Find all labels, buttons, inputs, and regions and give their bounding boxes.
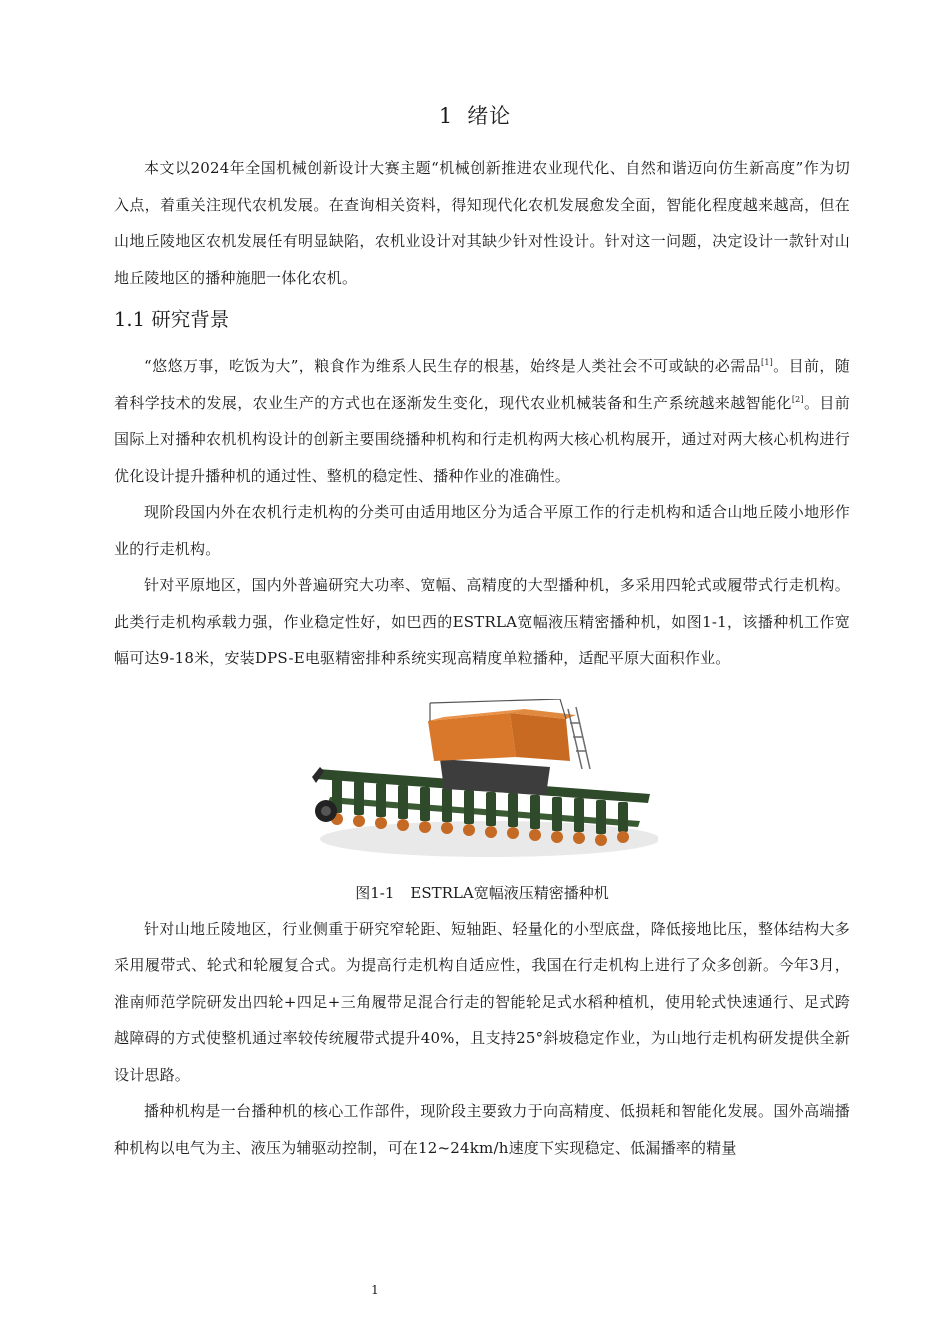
citation-2: [2] [791, 394, 804, 404]
background-paragraph-3: 针对平原地区，国内外普遍研究大功率、宽幅、高精度的大型播种机，多采用四轮式或履带式行走机构。此类行走机构承载力强，作业稳定性好，如巴西的ESTRLA宽幅液压精密播种机，如图1-1，该播种机工作宽幅可达9-18米，安装DPS-E电驱精密排种系统实现高精度单粒播种，适配平原大面积作业。 [114, 576, 850, 667]
intro-paragraph: 本文以2024年全国机械创新设计大赛主题“机械创新推进农业现代化、自然和谐迈向仿生新高度”作为切入点，着重关注现代农机发展。在查询相关资料，得知现代化农机发展愈发全面，智能化程度越来越高，但在山地丘陵地区农机发展任有明显缺陷，农机业设计对其缺少针对性设计。针对这一问题，决定设计一款针对山地丘陵地区的播种施肥一体化农机。 [114, 159, 850, 287]
figure-label: 图1-1 [355, 883, 395, 902]
page-number: 1 [371, 1283, 379, 1297]
chapter-number: 1 [438, 104, 454, 128]
background-paragraph-4: 针对山地丘陵地区，行业侧重于研究窄轮距、短轴距、轻量化的小型底盘，降低接地比压，整体结构大多采用履带式、轮式和轮履复合式。为提高行走机构自适应性，我国在行走机构上进行了众多创新。今年3月，淮南师范学院研发出四轮+四足+三角履带足混合行走的智能轮足式水稻种植机，使用轮式快速通行、足式跨越障碍的方式使整机通过率较传统履带式提升40%，且支持25°斜坡稳定作业，为山地行走机构研发提供全新设计思路。 [114, 919, 850, 1084]
chapter-title [0, 100, 950, 130]
figure-planter [114, 699, 850, 869]
background-paragraph-5: 播种机构是一台播种机的核心工作部件，现阶段主要致力于向高精度、低损耗和智能化发展。国外高端播种机构以电气为主、液压为辅驱动控制，可在12~24km/h速度下实现稳定、低漏播率的精量 [114, 1102, 850, 1157]
planter-illustration [310, 699, 658, 869]
hopper-support [440, 759, 550, 795]
hopper-tank-left [428, 713, 516, 761]
hopper-tank-right [510, 713, 570, 761]
body-content [114, 150, 850, 1166]
background-paragraph-1 [114, 348, 850, 494]
figure-caption-text: ESTRLA宽幅液压精密播种机 [410, 883, 609, 902]
bg1-text-c: 。目前国际上对播种农机机构设计的创新主要围绕播种机构和行走机构两大核心机构展开，通过对两大核心机构进行优化设计提升播种机的通过性、整机的稳定性、播种作业的准确性。 [114, 393, 850, 485]
transport-wheels [315, 800, 337, 822]
citation-1: [1] [761, 358, 773, 367]
chapter-title-text: 绪论 [467, 104, 512, 128]
bg1-text-a: “悠悠万事，吃饭为大”，粮食作为维系人民生存的根基，始终是人类社会不可或缺的必需品 [144, 357, 762, 375]
background-paragraph-2: 现阶段国内外在农机行走机构的分类可由适用地区分为适合平原工作的行走机构和适合山地丘陵小地形作业的行走机构。 [114, 503, 850, 558]
figure-caption [114, 875, 850, 911]
section-heading [114, 302, 850, 338]
bg1-text-b: 。目前，随着科学技术的发展，农业生产的方式也在逐渐发生变化，现代农业机械装备和生产系统越来越智能化 [114, 357, 850, 412]
section-number: 1.1 [114, 308, 146, 331]
section-title: 研究背景 [151, 308, 230, 331]
